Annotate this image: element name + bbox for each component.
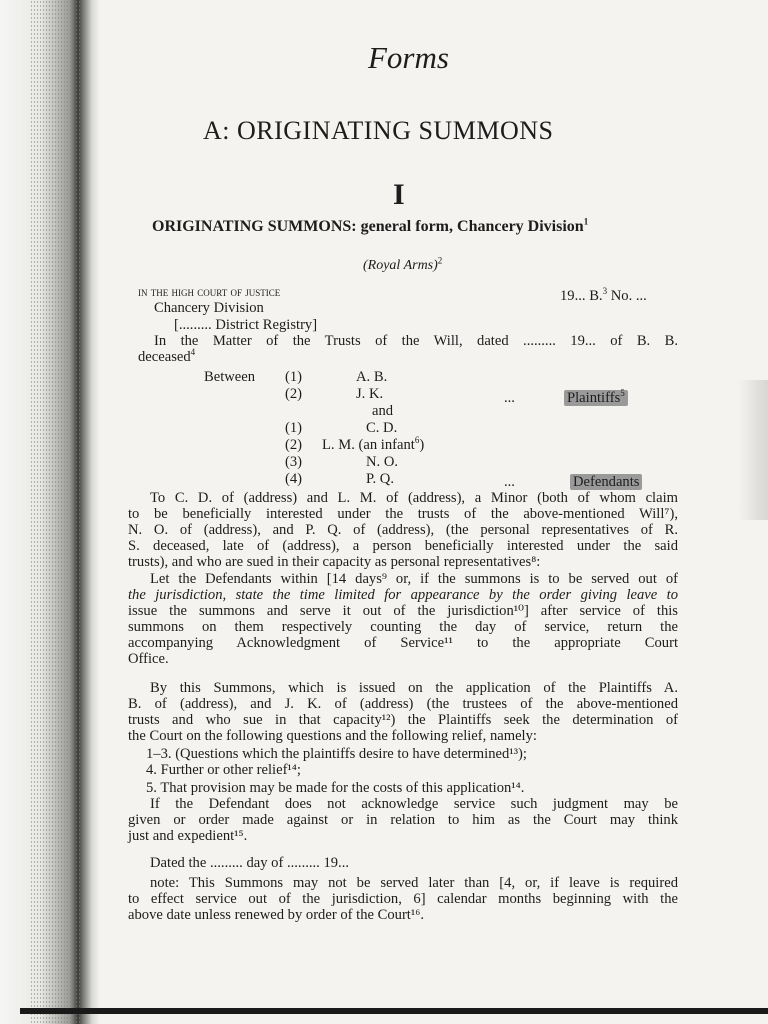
let-line: issue the summons and serve it out of the jurisdiction¹⁰] after service of this <box>128 603 678 619</box>
relief-item: 1–3. (Questions which the plaintiffs desire to have determined¹³); <box>146 746 527 762</box>
note-line: above date unless renewed by order of the Court¹⁶. <box>128 907 424 923</box>
let-line: accompanying Acknowledgment of Service¹¹ to the appropriate Court <box>128 635 678 651</box>
form-title: ORIGINATING SUMMONS: general form, Chancery Division$^1$ <box>152 216 589 235</box>
matter-line: In the Matter of the Trusts of the Will, dated ......... 19... of B. B. <box>154 333 678 349</box>
plaintiff-name: A. B. <box>356 369 388 385</box>
defendant-name: C. D. <box>366 420 398 436</box>
defendant-num: (4) <box>285 471 303 487</box>
deceased-label: deceased$^4$ <box>138 347 196 365</box>
let-line: Office. <box>128 651 169 667</box>
to-line: trusts), and who are sued in their capacity as personal representatives⁸: <box>128 554 541 570</box>
plaintiff-num: (2) <box>285 386 303 402</box>
by-line: the Court on the following questions and the following relief, namely: <box>128 728 537 744</box>
highlight: Plaintiffs$^5$ <box>564 390 628 406</box>
court-name: in the high court of justice <box>138 284 281 299</box>
section-title: A: ORIGINATING SUMMONS <box>203 116 554 145</box>
if-line: just and expedient¹⁵. <box>128 828 248 844</box>
royal-arms: (Royal Arms)$^2$ <box>363 255 443 273</box>
case-reference: 19... B.$^3$ No. ... <box>560 286 647 304</box>
plaintiff-num: (1) <box>285 369 303 385</box>
by-line: B. of (address), and J. K. of (address) (the trustees of the above-mentioned <box>128 696 678 712</box>
let-line: summons on them respectively counting the day of service, return the <box>128 619 678 635</box>
plaintiff-name: J. K. <box>356 386 384 402</box>
plaintiffs-dots: ... <box>504 390 515 406</box>
and-label: and <box>372 403 394 419</box>
form-number: I <box>393 178 405 211</box>
defendant-num: (2) <box>285 437 303 453</box>
to-line: N. O. of (address), and P. Q. of (address), (the personal representatives of R. <box>128 522 678 538</box>
if-line: If the Defendant does not acknowledge service such judgment may be <box>150 796 678 812</box>
defendants-label: Defendants <box>570 474 642 490</box>
defendant-num: (1) <box>285 420 303 436</box>
defendant-name: N. O. <box>366 454 399 470</box>
if-line: given or order made against or in relation to him as the Court may think <box>128 812 678 828</box>
relief-item: 5. That provision may be made for the costs of this application¹⁴. <box>146 780 525 796</box>
relief-item: 4. Further or other relief¹⁴; <box>146 762 301 778</box>
defendants-dots: ... <box>504 474 515 490</box>
dated-line: Dated the ......... day of ......... 19... <box>150 855 350 871</box>
scan-noise <box>30 0 80 1024</box>
let-line: the jurisdiction, state the time limited for appearance by the order giving leave to <box>128 587 678 603</box>
by-line: By this Summons, which is issued on the application of the Plaintiffs A. <box>150 680 678 696</box>
defendant-name: P. Q. <box>366 471 394 487</box>
to-line: to be beneficially interested under the trusts of the above-mentioned Will⁷), <box>128 506 678 522</box>
let-line: Let the Defendants within [14 days⁹ or, if the summons is to be served out of <box>150 571 678 587</box>
defendant-name: L. M. (an infant$^6$) <box>322 435 425 453</box>
defendant-num: (3) <box>285 454 303 470</box>
plaintiffs-label <box>564 390 628 406</box>
district-registry: [......... District Registry] <box>174 317 318 333</box>
division-name: Chancery Division <box>154 300 264 316</box>
note-line: note: This Summons may not be served later than [4, or, if leave is required <box>150 875 678 891</box>
to-line: To C. D. of (address) and L. M. of (address), a Minor (both of whom claim <box>150 490 678 506</box>
to-line: S. deceased, late of (address), a person beneficially interested under the said <box>128 538 678 554</box>
by-line: trusts and who sue in that capacity¹²) the Plaintiffs seek the determination of <box>128 712 678 728</box>
bottom-edge <box>20 1008 768 1014</box>
running-head: Forms <box>368 40 449 75</box>
note-line: to effect service out of the jurisdiction, 6] calendar months beginning with the <box>128 891 678 907</box>
between-label: Between <box>204 369 256 385</box>
page-edge-shadow <box>738 380 768 520</box>
